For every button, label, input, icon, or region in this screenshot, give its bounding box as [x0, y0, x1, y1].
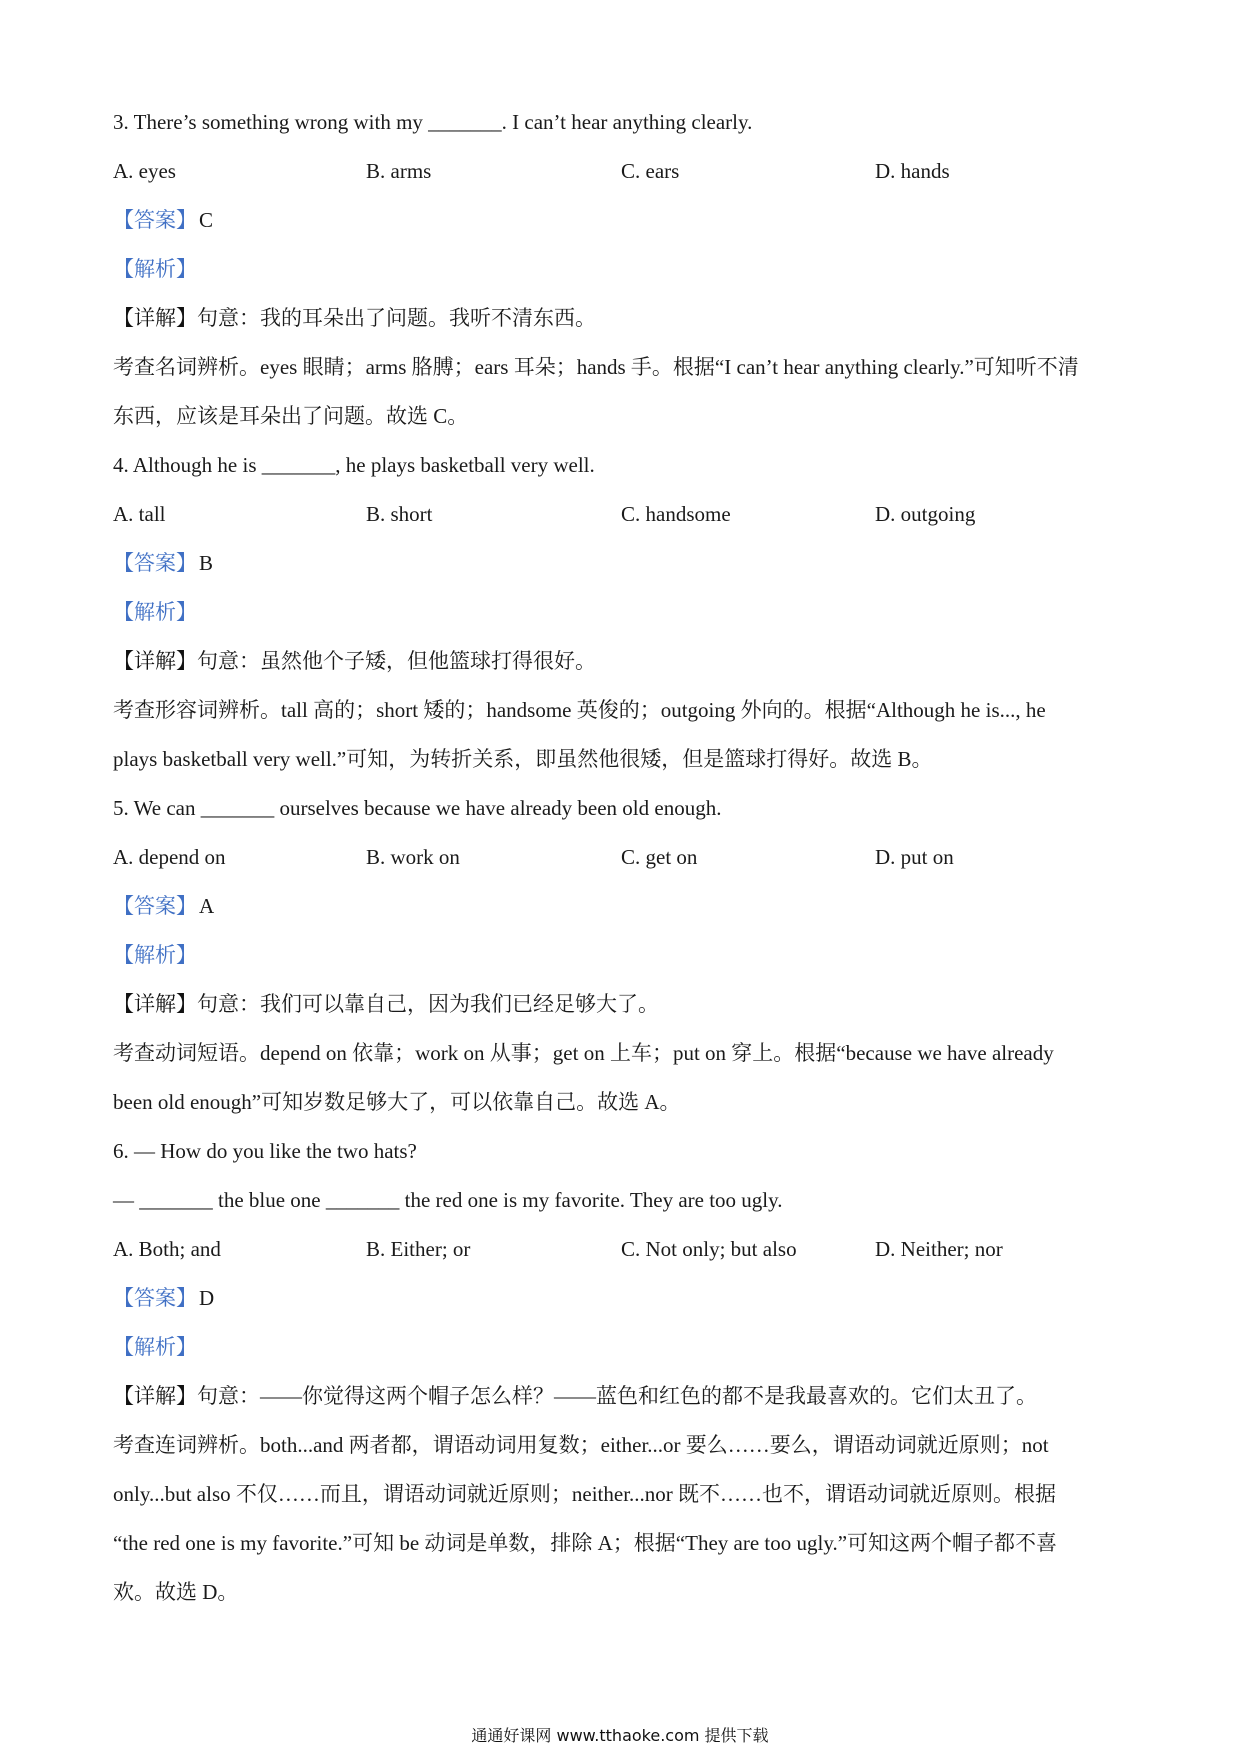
option-c: C. Not only; but also [621, 1237, 797, 1261]
analysis-tag: 【解析】 [113, 943, 197, 967]
question-3 [113, 98, 1133, 441]
answer-line [113, 1274, 1133, 1323]
explanation-line: 欢。故选 D。 [113, 1580, 239, 1604]
question-stem: 6. — How do you like the two hats? [113, 1139, 417, 1163]
explanation-line: 考查形容词辨析。tall 高的；short 矮的；handsome 英俊的；outgoing 外向的。根据“Although he is..., he [113, 698, 1046, 722]
detail-tag: 【详解】 [113, 1384, 197, 1408]
answer-tag: 【答案】 [113, 208, 197, 232]
detail-tag: 【详解】 [113, 649, 197, 673]
option-c: C. get on [621, 845, 698, 869]
option-c: C. handsome [621, 502, 731, 526]
answer-tag: 【答案】 [113, 894, 197, 918]
options-row [113, 833, 1133, 882]
option-a: A. tall [113, 502, 166, 526]
detail-line [113, 294, 1133, 343]
explanation-line: plays basketball very well.”可知，为转折关系，即虽然他很矮，但是篮球打得好。故选 B。 [113, 747, 933, 771]
question-stem: 3. There’s something wrong with my _______. I can’t hear anything clearly. [113, 110, 753, 134]
option-d: D. Neither; nor [875, 1237, 1003, 1261]
option-a: A. depend on [113, 845, 226, 869]
analysis-tag: 【解析】 [113, 1335, 197, 1359]
detail-line [113, 1372, 1133, 1421]
explanation-line: been old enough”可知岁数足够大了，可以依靠自己。故选 A。 [113, 1090, 681, 1114]
answer-value: B [199, 551, 214, 575]
page-footer: 通通好课网 www.tthaoke.com 提供下载 [471, 1726, 769, 1745]
detail-text: 句意：我们可以靠自己，因为我们已经足够大了。 [197, 992, 659, 1016]
option-d: D. hands [875, 159, 950, 183]
answer-value: C [199, 208, 214, 232]
explanation-line: 东西，应该是耳朵出了问题。故选 C。 [113, 404, 469, 428]
option-c: C. ears [621, 159, 680, 183]
page-content [113, 98, 1133, 1617]
analysis-line [113, 1323, 1133, 1372]
option-b: B. short [366, 502, 433, 526]
detail-text: 句意：——你觉得这两个帽子怎么样？——蓝色和红色的都不是我最喜欢的。它们太丑了。 [197, 1384, 1037, 1408]
options-row [113, 1225, 1133, 1274]
option-a: A. Both; and [113, 1237, 221, 1261]
detail-text: 句意：我的耳朵出了问题。我听不清东西。 [197, 306, 596, 330]
analysis-line [113, 931, 1133, 980]
answer-tag: 【答案】 [113, 551, 197, 575]
question-6 [113, 1127, 1133, 1617]
detail-line [113, 637, 1133, 686]
explanation-line: only...but also 不仅……而且，谓语动词就近原则；neither...nor 既不……也不，谓语动词就近原则。根据 [113, 1482, 1057, 1506]
answer-line [113, 539, 1133, 588]
analysis-tag: 【解析】 [113, 600, 197, 624]
detail-tag: 【详解】 [113, 992, 197, 1016]
analysis-line [113, 245, 1133, 294]
analysis-line [113, 588, 1133, 637]
detail-tag: 【详解】 [113, 306, 197, 330]
option-b: B. work on [366, 845, 460, 869]
option-d: D. outgoing [875, 502, 976, 526]
option-b: B. Either; or [366, 1237, 471, 1261]
analysis-tag: 【解析】 [113, 257, 197, 281]
answer-value: D [199, 1286, 215, 1310]
option-d: D. put on [875, 845, 954, 869]
explanation-line: “the red one is my favorite.”可知 be 动词是单数，排除 A；根据“They are too ugly.”可知这两个帽子都不喜 [113, 1531, 1058, 1555]
explanation-line: 考查名词辨析。eyes 眼睛；arms 胳膊；ears 耳朵；hands 手。根据“I can’t hear anything clearly.”可知听不清 [113, 355, 1079, 379]
answer-value: A [199, 894, 215, 918]
answer-tag: 【答案】 [113, 1286, 197, 1310]
options-row [113, 490, 1133, 539]
question-stem: 5. We can _______ ourselves because we have already been old enough. [113, 796, 722, 820]
question-stem: 4. Although he is _______, he plays basketball very well. [113, 453, 595, 477]
option-b: B. arms [366, 159, 432, 183]
options-row [113, 147, 1133, 196]
detail-text: 句意：虽然他个子矮，但他篮球打得很好。 [197, 649, 596, 673]
answer-line [113, 196, 1133, 245]
question-stem-reply: — _______ the blue one _______ the red one is my favorite. They are too ugly. [113, 1188, 783, 1212]
answer-line [113, 882, 1133, 931]
question-4 [113, 441, 1133, 784]
explanation-line: 考查动词短语。depend on 依靠；work on 从事；get on 上车；put on 穿上。根据“because we have already [113, 1041, 1054, 1065]
detail-line [113, 980, 1133, 1029]
option-a: A. eyes [113, 159, 176, 183]
question-5 [113, 784, 1133, 1127]
explanation-line: 考查连词辨析。both...and 两者都，谓语动词用复数；either...or 要么……要么，谓语动词就近原则；not [113, 1433, 1049, 1457]
